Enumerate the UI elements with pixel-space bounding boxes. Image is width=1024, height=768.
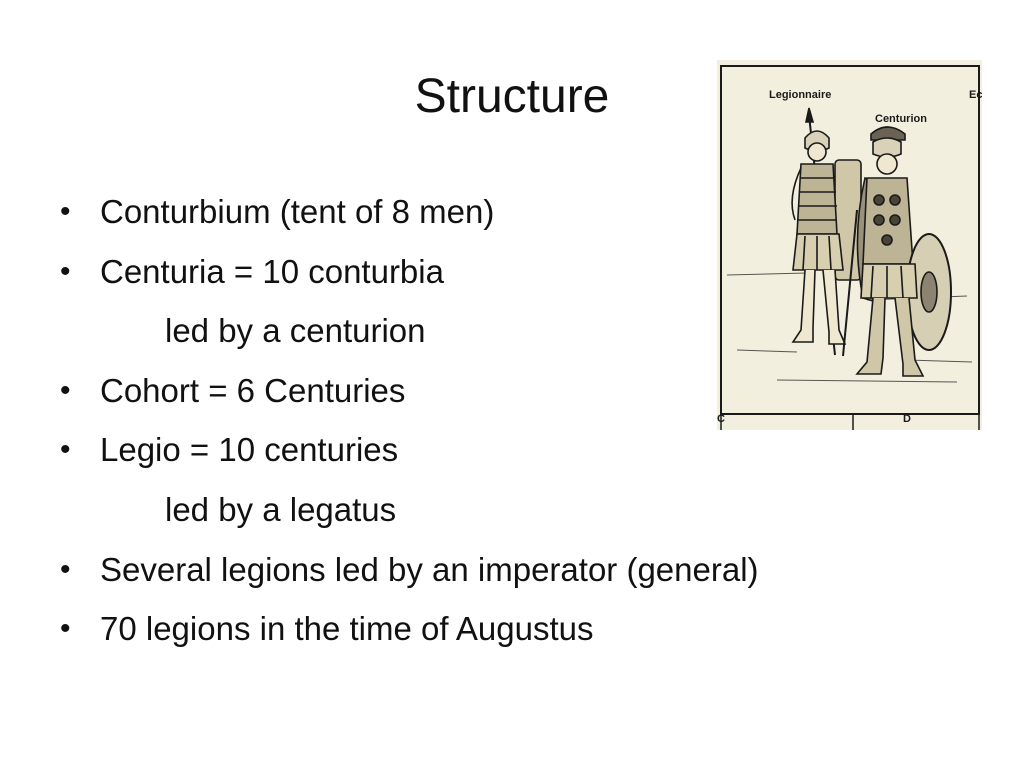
label-bottom-left: C xyxy=(717,413,725,425)
bullet-icon: • xyxy=(60,433,71,467)
bullet-icon: • xyxy=(60,254,71,288)
bullet-icon: • xyxy=(60,552,71,586)
bullet-text: Cohort = 6 Centuries xyxy=(100,371,406,409)
bullet-icon: • xyxy=(60,612,71,646)
legionnaire-figure xyxy=(792,108,861,355)
bullet-text: 70 legions in the time of Augustus xyxy=(100,610,594,648)
label-cut: Ec xyxy=(969,89,982,101)
roman-soldiers-illustration xyxy=(717,60,982,430)
slide-title: Structure xyxy=(414,70,610,123)
bullet-icon: • xyxy=(60,373,71,407)
sub-text: led by a centurion xyxy=(165,312,426,350)
bullet-icon: • xyxy=(60,195,71,228)
bullet-text: Legio = 10 centuries xyxy=(100,431,399,469)
label-centurion: Centurion xyxy=(875,113,927,125)
list-item xyxy=(58,540,958,600)
label-legionnaire: Legionnaire xyxy=(769,89,832,101)
bullet-text: Several legions led by an imperator (general) xyxy=(100,550,759,588)
illustration-drawing xyxy=(717,60,982,430)
list-item-sub xyxy=(58,480,958,540)
list-item xyxy=(58,599,958,659)
bullet-text: Centuria = 10 conturbia xyxy=(100,252,444,290)
bullet-text: Conturbium (tent of 8 men) xyxy=(100,193,495,230)
label-bottom-mid: D xyxy=(903,413,911,425)
sub-text: led by a legatus xyxy=(165,490,397,528)
